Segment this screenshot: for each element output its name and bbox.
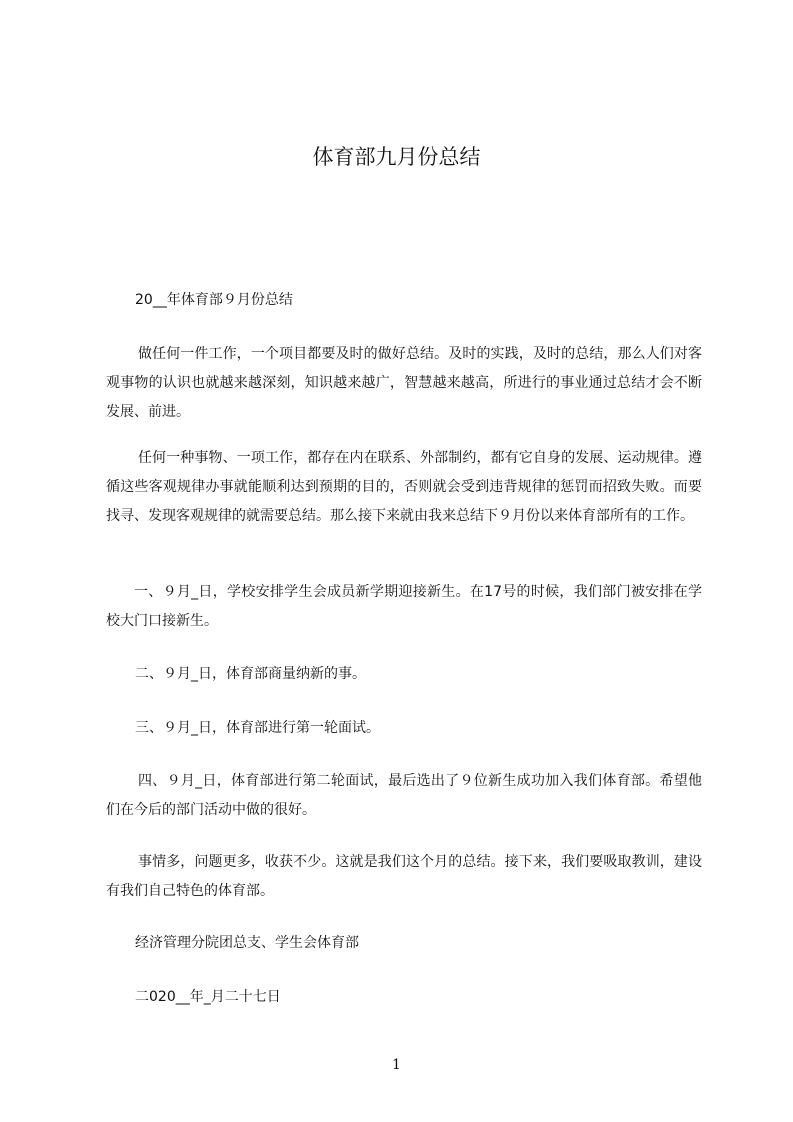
paragraph-conclusion: 事情多，问题更多，收获不少。这就是我们这个月的总结。接下来，我们要吸取教训，建设有我们自己特色的体育部。	[106, 854, 702, 899]
paragraph-item-three: 三、９月_日，体育部进行第一轮面试。	[135, 720, 380, 736]
paragraph-intro: 做任何一件工作，一个项目都要及时的做好总结。及时的实践，及时的总结，那么人们对客观事物的认识也就越来越深刻，知识越来越广，智慧越来越高，所进行的事业通过总结才会不断发展、前进。	[106, 346, 702, 420]
paragraph-item-four: 四、９月_日，体育部进行第二轮面试，最后选出了９位新生成功加入我们体育部。希望他们在今后的部门活动中做的很好。	[106, 773, 702, 818]
date-line: 二020__年_月二十七日	[135, 989, 281, 1005]
signature-line: 经济管理分院团总支、学生会体育部	[135, 935, 359, 951]
paragraph-item-two: 二、９月_日，体育部商量纳新的事。	[135, 666, 366, 682]
paragraph-principles: 任何一种事物、一项工作，都存在内在联系、外部制约，都有它自身的发展、运动规律。遵循这些客观规律办事就能顺利达到预期的目的，否则就会受到违背规律的惩罚而招致失败。而要找寻、发现客观规律的就需要总结。那么接下来就由我来总结下９月份以来体育部所有的工作。	[106, 450, 702, 524]
paragraph-item-one: 一、９月_日，学校安排学生会成员新学期迎接新生。在17号的时候，我们部门被安排在学校大门口接新生。	[106, 584, 702, 629]
document-subtitle: 20__年体育部９月份总结	[135, 292, 293, 308]
page-number: 1	[392, 1057, 401, 1073]
document-title: 体育部九月份总结	[312, 145, 481, 169]
